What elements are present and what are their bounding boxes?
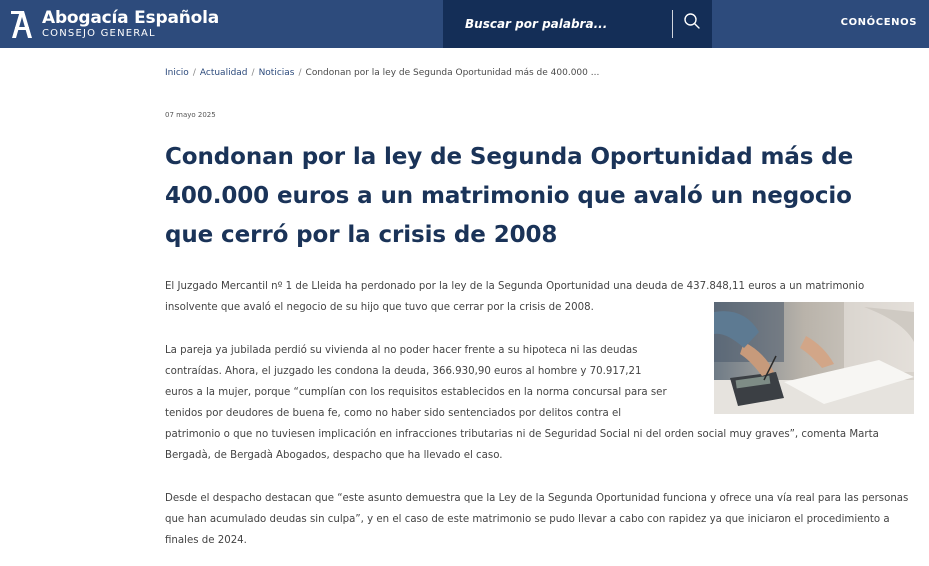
search-divider [672, 10, 673, 38]
article-paragraph [165, 340, 915, 466]
search-icon [683, 18, 701, 33]
breadcrumb-noticias[interactable]: Noticias [258, 68, 295, 78]
breadcrumb-separator: / [298, 68, 302, 78]
article-title: Condonan por la ley de Segunda Oportunidad más de 400.000 euros a un matrimonio que avaló un negocio que cerró por la crisis de 2008 [165, 144, 854, 248]
site-logo[interactable] [10, 5, 219, 43]
breadcrumb [165, 68, 599, 78]
article-paragraph-text: La pareja ya jubilada perdió su vivienda al no poder hacer frente a su hipoteca ni las deudas contraídas. Ahora, el juzgado les condona la deuda, 366.930,90 euros al hombre y 70.917,21 euros a la mujer, porque “cumplían con los requisitos establecidos en la norma concursal para ser tenidos por deudores de buena fe, como no haber sido sentenciados por delitos contra el patrimonio o que no tuviesen implicación en infracciones tributarias ni de Seguridad Social ni del orden social muy graves”, comenta Marta Bergadà, de Bergadà Abogados, despacho que ha llevado el caso. [165, 345, 879, 461]
breadcrumb-separator: / [251, 68, 255, 78]
brand-title: Abogacía Española [42, 8, 219, 28]
site-header [0, 0, 929, 48]
brand-subtitle: CONSEJO GENERAL [42, 28, 156, 39]
article-body [165, 276, 915, 566]
breadcrumb-inicio[interactable]: Inicio [165, 68, 189, 78]
article-paragraph: Desde el despacho destacan que “este asunto demuestra que la Ley de la Segunda Oportunidad funciona y ofrece una vía real para las personas que han acumulado deudas sin culpa”, y en el caso de este matrimonio se pudo llevar a cabo con rapidez ya que iniciaron el procedimiento a finales de 2024. [165, 493, 909, 546]
article-paragraph: El Juzgado Mercantil nº 1 de Lleida ha perdonado por la ley de la Segunda Oportunidad una deuda de 437.848,11 euros a un matrimonio insolvente que avaló el negocio de su hijo que tuvo que cerrar por la crisis de 2008. [165, 281, 865, 313]
breadcrumb-current: Condonan por la ley de Segunda Oportunidad más de 400.000 ... [305, 68, 600, 78]
nav-conocenos[interactable]: CONÓCENOS [840, 17, 917, 28]
search-input[interactable] [443, 0, 671, 48]
search-bar [443, 0, 712, 48]
search-button[interactable] [679, 8, 705, 36]
abogacia-logo-icon [10, 8, 34, 40]
breadcrumb-separator: / [192, 68, 196, 78]
article-date: 07 mayo 2025 [165, 111, 216, 119]
logo-text [42, 8, 219, 40]
breadcrumb-actualidad[interactable]: Actualidad [199, 68, 248, 78]
photo-spacer [670, 340, 915, 424]
